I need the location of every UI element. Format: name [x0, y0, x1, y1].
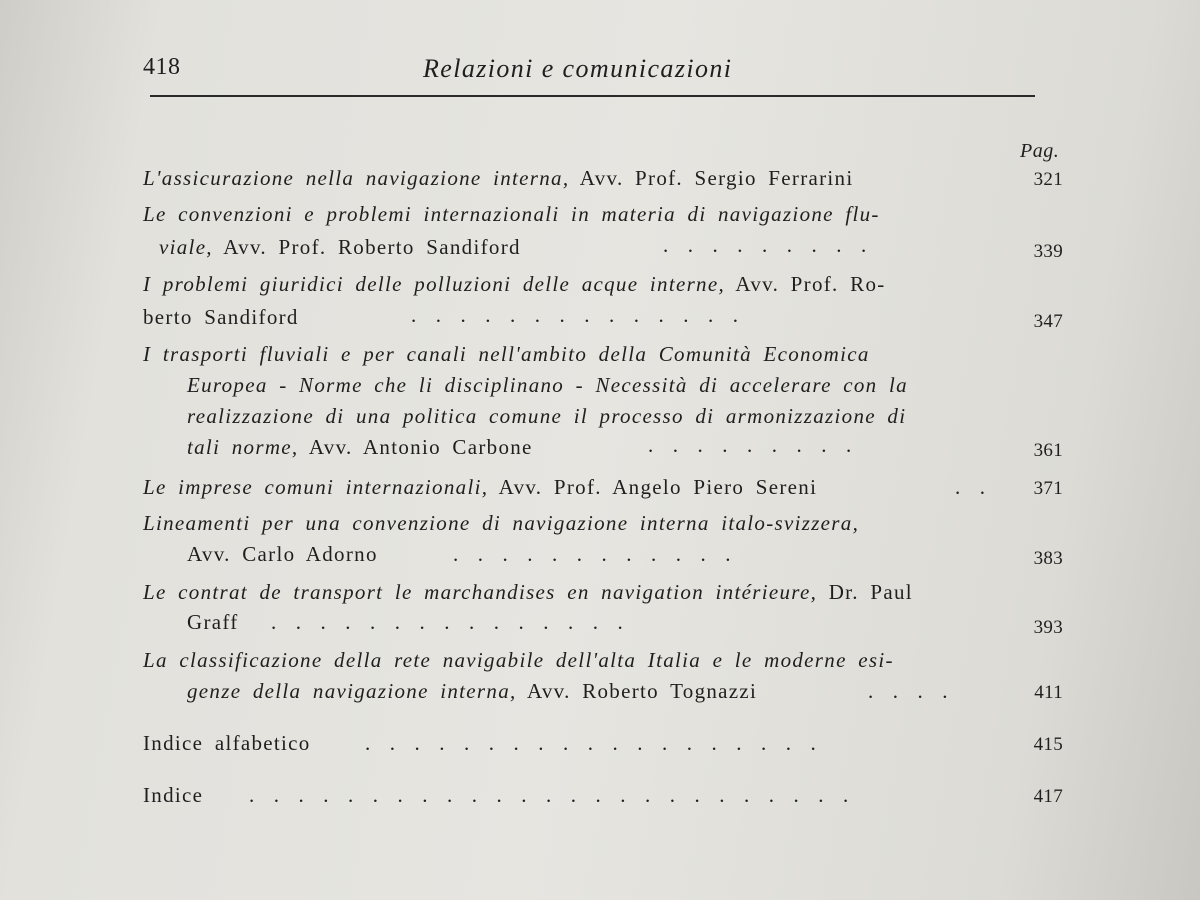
entry-author: Avv. Prof. Roberto Sandiford [212, 235, 521, 259]
entry-title: Indice alfabetico [143, 731, 311, 755]
toc-entry-line [143, 783, 203, 808]
toc-entry-line [143, 731, 311, 756]
leader-dots: .............. [411, 303, 758, 327]
toc-entry [143, 166, 1063, 196]
toc-entry-line [159, 235, 521, 260]
toc-entry [143, 475, 1063, 505]
entry-title: Le imprese comuni internazionali, [143, 475, 489, 499]
toc-entry-line [143, 580, 913, 605]
entry-title: realizzazione di una politica comune il processo di armonizzazione di [187, 404, 907, 428]
toc-entry [143, 511, 1063, 575]
entry-page-number: 347 [1033, 311, 1063, 332]
toc-entry-line [143, 511, 859, 536]
entry-title: genze della navigazione interna, [187, 679, 517, 703]
toc-entry-line [143, 272, 886, 297]
toc-entry [143, 342, 1063, 464]
toc-entry-line [187, 435, 533, 460]
toc-entry-line [187, 610, 239, 635]
entry-page-number: 393 [1033, 617, 1063, 638]
page-number: 418 [143, 54, 181, 80]
entry-title: Le contrat de transport le marchandises en navigation intérieure, [143, 580, 818, 604]
entry-page-number: 361 [1033, 440, 1063, 461]
entry-page-number: 371 [1033, 478, 1063, 499]
entry-title: I problemi giuridici delle polluzioni delle acque interne, [143, 272, 726, 296]
entry-page-number: 383 [1033, 548, 1063, 569]
entry-author: berto Sandiford [143, 305, 299, 329]
toc-entry-line [143, 475, 817, 500]
entry-author: Avv. Prof. Ro- [725, 272, 886, 296]
entry-author: Avv. Antonio Carbone [298, 435, 533, 459]
entry-page-number: 415 [1033, 734, 1063, 755]
entry-title: Le convenzioni e problemi internazionali in materia di navigazione flu- [143, 202, 880, 226]
entry-author: Graff [187, 610, 239, 634]
leader-dots: ................... [365, 731, 836, 755]
toc-entry [143, 580, 1063, 644]
entry-title: I trasporti fluviali e per canali nell'ambito della Comunità Economica [143, 342, 870, 366]
toc-entry-line [143, 305, 299, 330]
entry-author: Avv. Prof. Sergio Ferrarini [569, 166, 854, 190]
toc-entry [143, 783, 1063, 813]
toc-entry [143, 731, 1063, 761]
entry-author: Avv. Prof. Angelo Piero Sereni [488, 475, 818, 499]
page-column-label: Pag. [1020, 140, 1060, 162]
leader-dots: ......... [663, 233, 886, 257]
entry-title: La classificazione della rete navigabile dell'alta Italia e le moderne esi- [143, 648, 894, 672]
toc-entry-line [143, 342, 870, 367]
entry-author: Avv. Roberto Tognazzi [516, 679, 758, 703]
entry-page-number: 411 [1034, 682, 1063, 703]
entry-title: Lineamenti per una convenzione di navigazione interna italo-svizzera, [143, 511, 860, 535]
toc-entry [143, 272, 1063, 336]
leader-dots: ......................... [249, 783, 868, 807]
page-header [143, 50, 1033, 90]
entry-title: viale, [159, 235, 213, 259]
leader-dots: .. [955, 475, 1005, 499]
toc-entry-line [187, 373, 908, 398]
toc-entry-line [187, 404, 906, 429]
toc-entry [143, 648, 1063, 712]
header-rule [150, 95, 1035, 97]
leader-dots: ............... [271, 610, 643, 634]
leader-dots: ............ [453, 542, 750, 566]
running-title: Relazioni e comunicazioni [423, 54, 733, 83]
entry-author: Dr. Paul [817, 580, 913, 604]
toc-entry [143, 202, 1063, 266]
leader-dots: .... [868, 679, 967, 703]
leader-dots: ......... [648, 433, 871, 457]
toc-entry-line [187, 542, 378, 567]
toc-entry-line [143, 202, 880, 227]
entry-author: Avv. Carlo Adorno [187, 542, 378, 566]
entry-page-number: 417 [1033, 786, 1063, 807]
entry-title: tali norme, [187, 435, 299, 459]
toc-entry-line [143, 166, 853, 191]
entry-page-number: 339 [1033, 241, 1063, 262]
toc-entry-line [187, 679, 757, 704]
toc-entry-line [143, 648, 894, 673]
entry-title: Europea - Norme che li disciplinano - Necessità di accelerare con la [187, 373, 908, 397]
entry-page-number: 321 [1033, 169, 1063, 190]
entry-title: L'assicurazione nella navigazione interna, [143, 166, 570, 190]
entry-title: Indice [143, 783, 204, 807]
